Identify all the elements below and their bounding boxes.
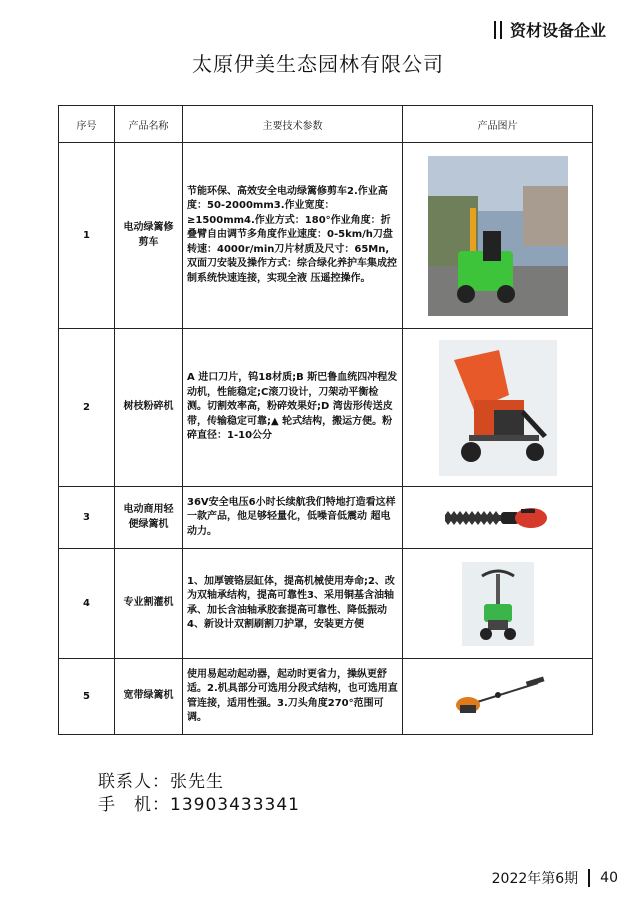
product-name: 宽带绿篱机 [115, 659, 183, 735]
product-name: 电动绿篱修剪车 [115, 143, 183, 329]
product-params: A 进口刀片，钨18材质;B 斯巴鲁血统四冲程发动机，性能稳定;C滚刀设计，刀架动平衡检测。切割效率高，粉碎效果好;D 湾齿形传送皮带，传输稳定可靠;▲ 轮式结构，搬运方便。粉碎直径：1-10公分 [183, 329, 403, 487]
product-params: 使用易起动起动器，起动时更省力，操纵更舒适。2.机具部分可选用分段式结构，也可选用直管连接，适用性强。3.刀头角度270°范围可调。 [183, 659, 403, 735]
section-tag [494, 18, 606, 41]
table-row [59, 329, 593, 487]
contact-phone: 手 机：13903433341 [98, 795, 300, 815]
product-name: 电动商用轻便绿篱机 [115, 487, 183, 549]
table-row [59, 143, 593, 329]
brush-cutter-photo [462, 562, 534, 646]
product-table [58, 105, 593, 735]
product-params: 节能环保、高效安全电动绿篱修剪车2.作业高度：50-2000mm3.作业宽度：≥1500mm4.作业方式：180°作业角度：折叠臂自由调节多角度作业速度：0-5km/h刀盘转速：4000r/min刀片材质及尺寸：65Mn,双面刀安装及操作方式：综合绿化养护车集成控制系统快速连接，实现全液 压遥控操作。 [183, 143, 403, 329]
page-footer [492, 868, 618, 888]
long-reach-hedge-trimmer-photo [450, 675, 546, 719]
contact-person: 联系人：张先生 [98, 772, 224, 792]
table-row [59, 549, 593, 659]
table-row [59, 659, 593, 735]
row-number: 2 [59, 329, 115, 487]
footer-separator [588, 869, 590, 887]
issue-label: 2022年第6期 [491, 871, 579, 887]
product-params: 36V安全电压6小时长续航我们特地打造看这样一款产品，他足够轻量化，低噪音低震动 超电动力。 [183, 487, 403, 549]
row-number: 3 [59, 487, 115, 549]
page-number: 40 [600, 870, 618, 886]
row-number: 4 [59, 549, 115, 659]
header-no: 序号 [59, 106, 115, 143]
section-tag-label: 资材设备企业 [509, 21, 606, 40]
row-number: 5 [59, 659, 115, 735]
row-number: 1 [59, 143, 115, 329]
orange-branch-shredder-photo [439, 340, 557, 476]
table-row [59, 487, 593, 549]
header-image: 产品图片 [403, 106, 593, 143]
table-header-row [59, 106, 593, 143]
double-bar-icon [494, 21, 502, 39]
product-params: 1、加厚镀铬层缸体，提高机械使用寿命;2、改为双轴承结构，提高可靠性3、采用铜基含油轴承、加长含油轴承胶套提高可靠性、降低振动4、新设计双割刷割刀护罩，安装更方便 [183, 549, 403, 659]
company-title: 太原伊美生态园林有限公司 [192, 52, 444, 76]
electric-hedge-trimmer-photo [443, 503, 553, 533]
header-params: 主要技术参数 [183, 106, 403, 143]
header-name: 产品名称 [115, 106, 183, 143]
green-hedge-trimmer-vehicle-photo [428, 156, 568, 316]
product-name: 树枝粉碎机 [115, 329, 183, 487]
product-name: 专业割灌机 [115, 549, 183, 659]
